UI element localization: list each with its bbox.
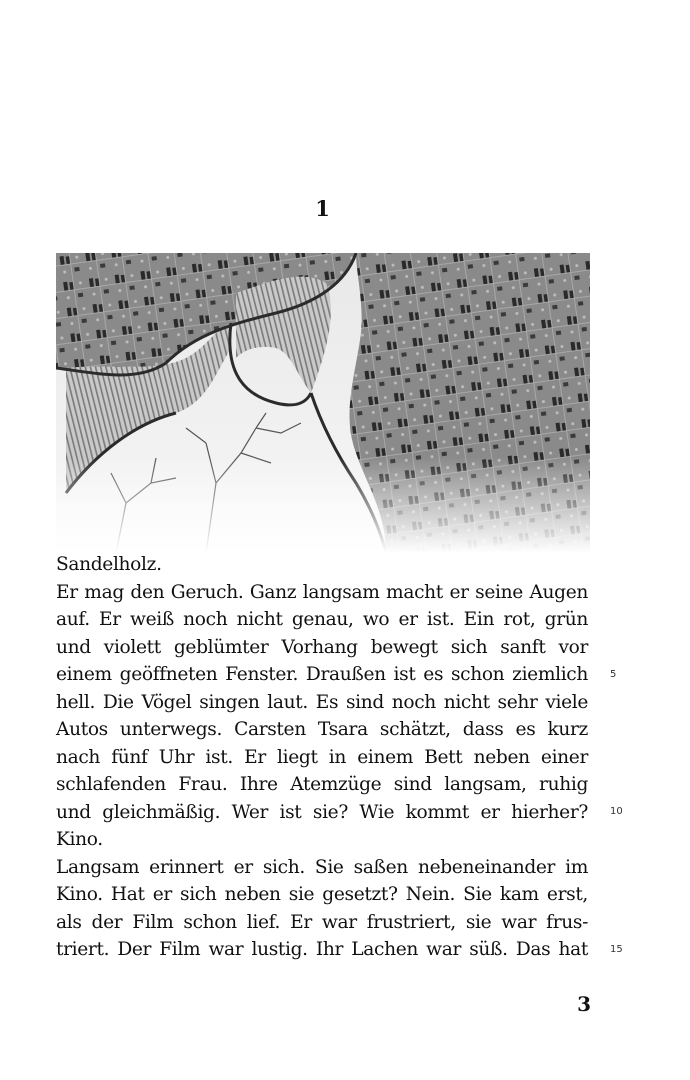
body-text xyxy=(56,551,588,964)
text-line: triert. Der Film war lustig. Ihr Lachen war süß. Das hat xyxy=(56,939,588,960)
text-line: Sandelholz. xyxy=(56,554,162,575)
line-number: 10 xyxy=(610,806,623,817)
chapter-number: 1 xyxy=(315,196,330,221)
text-line: Kino. Hat er sich neben sie gesetzt? Nein. Sie kam erst, xyxy=(56,884,588,905)
text-line: schlafenden Frau. Ihre Atemzüge sind langsam, ruhig xyxy=(56,774,588,795)
curtain-window-illustration xyxy=(56,253,590,553)
page-number: 3 xyxy=(577,992,591,1016)
text-line: Langsam erinnert er sich. Sie saßen nebeneinander im xyxy=(56,856,588,878)
line-number: 5 xyxy=(610,669,617,680)
text-line: hell. Die Vögel singen laut. Es sind noch nicht sehr viele xyxy=(56,691,588,713)
text-line: als der Film schon lief. Er war frustriert, sie war frus- xyxy=(56,911,588,933)
text-line: und violett geblümter Vorhang bewegt sich sanft vor xyxy=(56,636,588,658)
text-line: Kino. xyxy=(56,829,103,850)
text-line: Autos unterwegs. Carsten Tsara schätzt, dass es kurz xyxy=(56,719,588,740)
line-number: 15 xyxy=(610,944,623,955)
text-line: einem geöffneten Fenster. Draußen ist es schon ziemlich xyxy=(56,664,588,685)
text-line: Er mag den Geruch. Ganz langsam macht er seine Augen xyxy=(56,581,588,603)
text-line: auf. Er weiß noch nicht genau, wo er ist. Ein rot, grün xyxy=(56,609,588,630)
text-line: und gleichmäßig. Wer ist sie? Wie kommt er hierher? xyxy=(56,801,588,823)
text-line: nach fünf Uhr ist. Er liegt in einem Bett neben einer xyxy=(56,746,588,768)
